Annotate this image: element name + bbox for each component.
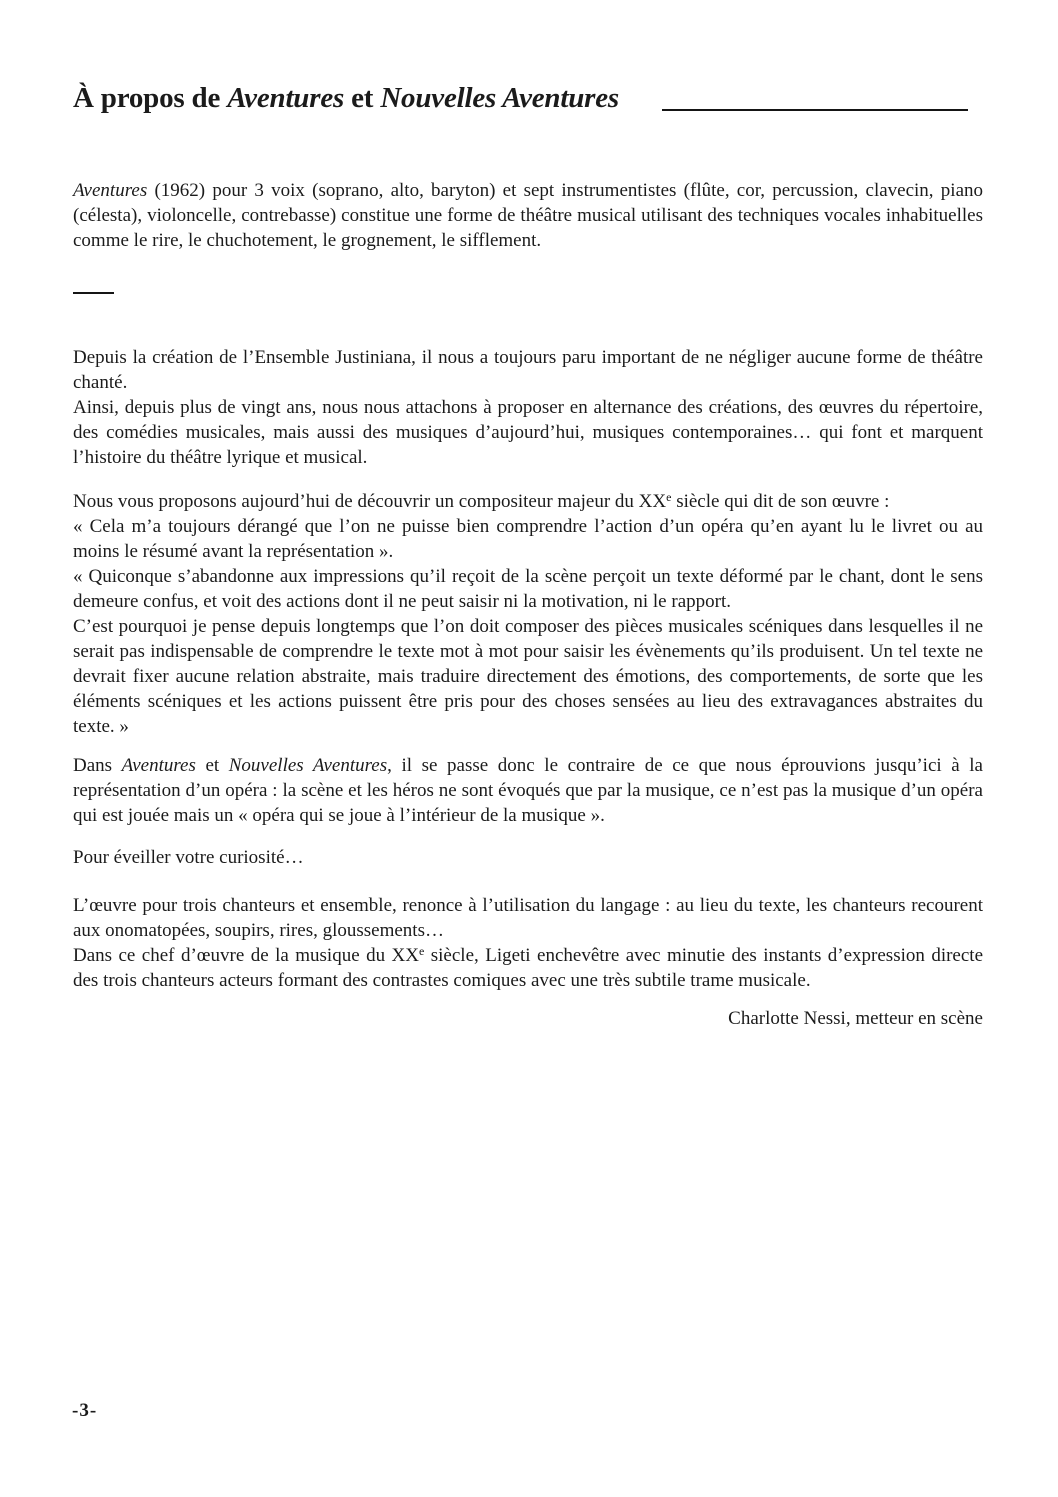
description-before-sup: Dans ce chef d’œuvre de la musique du XX bbox=[73, 945, 419, 966]
quote-intro-rest: siècle qui dit de son œuvre : bbox=[671, 491, 890, 512]
description-line-2 bbox=[73, 943, 983, 993]
quote-intro-text: Nous vous proposons aujourd’hui de découvrir un compositeur majeur du XX bbox=[73, 491, 667, 512]
description-paragraph bbox=[73, 893, 983, 993]
intro-text bbox=[73, 178, 983, 253]
teaser-paragraph bbox=[73, 845, 983, 870]
description-after-sup: siècle, Ligeti enchevêtre avec minutie des instants d’expression directe des trois chanteurs acteurs formant des contrastes comiques avec une très subtile trame musicale. bbox=[73, 945, 984, 991]
quote-2: « Quiconque s’abandonne aux impressions qu’il reçoit de la scène perçoit un texte déformé par le chant, dont le sens demeure confus, et voit des actions dont il ne peut saisir ni la motivation, ni le rapport. bbox=[73, 566, 983, 612]
intro-body: (1962) pour 3 voix (soprano, alto, baryton) et sept instrumentistes (flûte, cor, percussion, clavecin, piano (célesta), violoncelle, contrebasse) constitue une forme de théâtre musical utilisant des techniques vocales inhabituelles comme le rire, le chuchotement, le grognement, le sifflement. bbox=[73, 180, 983, 251]
work-title-nouvelles-aventures: Nouvelles Aventures bbox=[228, 755, 388, 776]
teaser-text: Pour éveiller votre curiosité… bbox=[73, 847, 304, 868]
contrast-paragraph bbox=[73, 753, 983, 828]
page-title bbox=[73, 82, 619, 115]
signature-line bbox=[73, 1006, 983, 1031]
quote-1: « Cela m’a toujours dérangé que l’on ne puisse bien comprendre l’action d’un opéra qu’en ayant lu le livret ou au moins le résumé avant la représentation ». bbox=[73, 516, 983, 562]
justiniana-line-1: Depuis la création de l’Ensemble Justiniana, il nous a toujours paru important de ne négliger aucune forme de théâtre chanté. bbox=[73, 347, 983, 393]
contrast-before: Dans bbox=[73, 755, 122, 776]
century-superscript: e bbox=[418, 944, 425, 958]
intro-paragraph bbox=[73, 178, 983, 253]
justiniana-paragraph bbox=[73, 345, 983, 470]
page-number: -3- bbox=[72, 1400, 98, 1421]
section-divider bbox=[73, 292, 114, 294]
title-work-aventures: Aventures bbox=[227, 82, 345, 114]
century-superscript: e bbox=[666, 490, 672, 504]
work-title-aventures: Aventures bbox=[73, 180, 148, 201]
contrast-middle: et bbox=[195, 755, 229, 776]
title-prefix: À propos de bbox=[73, 82, 228, 114]
contrast-after: , il se passe donc le contraire de ce que nous éprouvions jusqu’ici à la représentation d’un opéra : la scène et les héros ne sont évoqués que par la musique, ce n’est pas la musique d’un opéra qui est jouée mais un « opéra qui se joue à l’intérieur de la musique ». bbox=[73, 755, 983, 826]
title-work-nouvelles-aventures: Nouvelles Aventures bbox=[380, 82, 619, 114]
composer-quote-paragraph bbox=[73, 489, 983, 739]
description-line-1: L’œuvre pour trois chanteurs et ensemble, renonce à l’utilisation du langage : au lieu du texte, les chanteurs recourent aux onomatopées, soupirs, rires, gloussements… bbox=[73, 895, 983, 941]
contrast-text bbox=[73, 753, 983, 828]
work-title-aventures: Aventures bbox=[121, 755, 196, 776]
quote-3: C’est pourquoi je pense depuis longtemps que l’on doit composer des pièces musicales scéniques dans lesquelles il ne serait pas indispensable de comprendre le texte mot à mot pour saisir les évènements qu’ils produisent. Un tel texte ne devrait fixer aucune relation abstraite, mais traduire directement des émotions, des comportements, de sorte que les éléments scéniques et les actions puissent être pris pour des choses sensées au lieu des extravagances abstraites du texte. » bbox=[73, 616, 983, 737]
justiniana-line-2: Ainsi, depuis plus de vingt ans, nous nous attachons à proposer en alternance des créations, des œuvres du répertoire, des comédies musicales, mais aussi des musiques d’aujourd’hui, musiques contemporaines… qui font et marquent l’histoire du théâtre lyrique et musical. bbox=[73, 397, 983, 468]
title-connector: et bbox=[344, 82, 381, 114]
signature-text: Charlotte Nessi, metteur en scène bbox=[728, 1008, 983, 1029]
title-rule bbox=[662, 109, 968, 111]
quote-intro bbox=[73, 489, 983, 514]
